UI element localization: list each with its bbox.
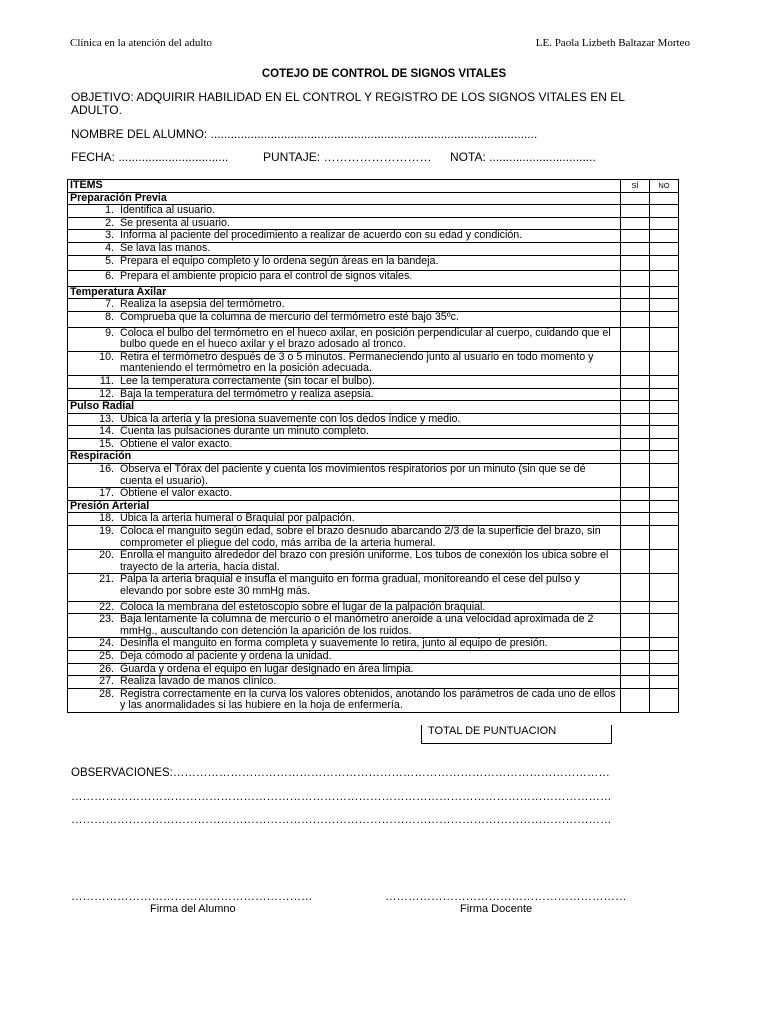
item-content — [70, 638, 618, 650]
item-content — [70, 651, 618, 663]
table-row — [68, 311, 679, 327]
no-header: NO — [650, 180, 679, 193]
no-checkbox-cell[interactable] — [650, 286, 679, 299]
no-checkbox-cell[interactable] — [650, 242, 679, 255]
yes-checkbox-cell[interactable] — [621, 638, 650, 651]
section-row — [68, 451, 679, 464]
section-title: Temperatura Axilar — [68, 286, 621, 299]
item-content — [70, 352, 618, 375]
table-row — [68, 327, 679, 351]
table-row — [68, 242, 679, 255]
no-checkbox-cell[interactable] — [650, 192, 679, 205]
item-cell — [68, 217, 621, 230]
item-text: Desinfla el manguito en forma completa y suavemente lo retira, junto al equipo de presión. — [120, 637, 548, 650]
no-checkbox-cell[interactable] — [650, 500, 679, 513]
item-number: 6. — [105, 270, 114, 283]
item-cell — [68, 614, 621, 638]
no-checkbox-cell[interactable] — [650, 650, 679, 663]
item-text: Informa al paciente del procedimiento a realizar de acuerdo con su edad y condición. — [120, 229, 523, 242]
no-checkbox-cell[interactable] — [650, 438, 679, 451]
section-row — [68, 286, 679, 299]
document-title: COTEJO DE CONTROL DE SIGNOS VITALES — [261, 68, 507, 80]
item-cell — [68, 413, 621, 426]
item-text: Se presenta al usuario. — [120, 216, 230, 229]
no-checkbox-cell[interactable] — [650, 526, 679, 550]
yes-checkbox-cell[interactable] — [621, 242, 650, 255]
table-row — [68, 550, 679, 574]
yes-checkbox-cell[interactable] — [621, 388, 650, 401]
item-cell — [68, 351, 621, 375]
item-cell — [68, 388, 621, 401]
yes-checkbox-cell[interactable] — [621, 500, 650, 513]
item-content — [70, 689, 618, 712]
no-checkbox-cell[interactable] — [650, 550, 679, 574]
no-checkbox-cell[interactable] — [650, 513, 679, 526]
no-checkbox-cell[interactable] — [650, 217, 679, 230]
item-number: 15. — [99, 437, 114, 450]
yes-checkbox-cell[interactable] — [621, 217, 650, 230]
student-signature-label: Firma del Alumno — [150, 903, 236, 915]
item-number: 20. — [99, 549, 114, 562]
item-number: 13. — [99, 412, 114, 425]
item-text: Coloca el bulbo del termómetro en el hueco axilar, en posición perpendicular al cuerpo, cuidando que el bulbo quede en el hueco axilar y el brazo adosado al tronco. — [120, 326, 611, 351]
item-text: Baja la temperatura del termómetro y realiza asepsia. — [120, 387, 374, 400]
section-title: Respiración — [68, 451, 621, 464]
item-text: Ubica la arteria humeral o Braquial por palpación. — [120, 512, 355, 525]
yes-checkbox-cell[interactable] — [621, 438, 650, 451]
table-row — [68, 388, 679, 401]
yes-checkbox-cell[interactable] — [621, 255, 650, 271]
item-content — [70, 218, 618, 230]
item-number: 1. — [105, 204, 114, 217]
item-content — [70, 271, 618, 283]
item-content — [70, 550, 618, 573]
table-row — [68, 513, 679, 526]
item-text: Coloca la membrana del estetoscopio sobre el lugar de la palpación braquial. — [120, 600, 486, 613]
table-row — [68, 650, 679, 663]
yes-header: SÍ — [621, 180, 650, 193]
table-row — [68, 676, 679, 689]
item-text: Obtiene el valor exacto. — [120, 487, 233, 500]
item-content — [70, 574, 618, 597]
item-content — [70, 439, 618, 451]
no-checkbox-cell[interactable] — [650, 614, 679, 638]
observations-line-2: …………………………………………………………………………………………………………………………… — [71, 791, 612, 803]
item-content — [70, 526, 618, 549]
item-content — [70, 614, 618, 637]
yes-checkbox-cell[interactable] — [621, 205, 650, 218]
item-text: Cuenta las pulsaciones durante un minuto completo. — [120, 425, 369, 438]
item-content — [70, 602, 618, 614]
no-checkbox-cell[interactable] — [650, 638, 679, 651]
item-number: 10. — [99, 350, 114, 363]
yes-checkbox-cell[interactable] — [621, 513, 650, 526]
item-number: 25. — [99, 649, 114, 662]
item-content — [70, 488, 618, 500]
no-checkbox-cell[interactable] — [650, 426, 679, 439]
yes-checkbox-cell[interactable] — [621, 192, 650, 205]
item-content — [70, 205, 618, 217]
item-cell — [68, 426, 621, 439]
yes-checkbox-cell[interactable] — [621, 676, 650, 689]
item-number: 5. — [105, 254, 114, 267]
item-number: 18. — [99, 512, 114, 525]
no-checkbox-cell[interactable] — [650, 688, 679, 712]
item-number: 28. — [99, 687, 114, 700]
table-row — [68, 217, 679, 230]
date-score-line — [71, 150, 596, 164]
observations-line-3: …………………………………………………………………………………………………………………………… — [71, 814, 612, 826]
yes-checkbox-cell[interactable] — [621, 327, 650, 351]
item-cell — [68, 255, 621, 271]
yes-checkbox-cell[interactable] — [621, 601, 650, 614]
observations-line-1: OBSERVACIONES:…………………………………………………………………………………………………… — [71, 767, 610, 779]
yes-checkbox-cell[interactable] — [621, 614, 650, 638]
item-text: Retira el termómetro después de 3 o 5 minutos. Permaneciendo junto al usuario en todo momento y manteniendo el termómetro en la posición adecuada. — [120, 350, 594, 375]
section-row — [68, 192, 679, 205]
table-header-row — [68, 180, 679, 193]
section-title: Preparación Previa — [68, 192, 621, 205]
table-row — [68, 601, 679, 614]
item-text: Deja cómodo al paciente y ordena la unidad. — [120, 649, 332, 662]
no-checkbox-cell[interactable] — [650, 451, 679, 464]
teacher-signature-label: Firma Docente — [460, 903, 533, 915]
section-row — [68, 500, 679, 513]
header-course: Clínica en la atención del adulto — [70, 37, 213, 49]
table-row — [68, 488, 679, 501]
no-checkbox-cell[interactable] — [650, 663, 679, 676]
yes-checkbox-cell[interactable] — [621, 271, 650, 287]
item-cell — [68, 574, 621, 601]
item-text: Realiza lavado de manos clínico. — [120, 675, 277, 688]
no-checkbox-cell[interactable] — [650, 601, 679, 614]
table-row — [68, 299, 679, 312]
teacher-signature-line: ……………………………………………………… — [385, 891, 627, 903]
item-content — [70, 230, 618, 242]
yes-checkbox-cell[interactable] — [621, 464, 650, 488]
yes-checkbox-cell[interactable] — [621, 286, 650, 299]
item-content — [70, 414, 618, 426]
item-number: 22. — [99, 600, 114, 613]
no-checkbox-cell[interactable] — [650, 351, 679, 375]
grade-field: NOTA: ................................ — [450, 150, 596, 164]
item-text: Realiza la asepsia del termómetro. — [120, 298, 285, 311]
table-row — [68, 574, 679, 601]
item-cell — [68, 650, 621, 663]
no-checkbox-cell[interactable] — [650, 271, 679, 287]
table-row — [68, 688, 679, 712]
no-checkbox-cell[interactable] — [650, 401, 679, 414]
item-text: Baja lentamente la columna de mercurio o el manómetro aneroide a una velocidad aproximada de 2 mmHg., auscultando con detención la aparición de los ruidos. — [120, 613, 594, 637]
item-number: 8. — [105, 310, 114, 323]
no-checkbox-cell[interactable] — [650, 311, 679, 327]
table-row — [68, 413, 679, 426]
yes-checkbox-cell[interactable] — [621, 688, 650, 712]
item-cell — [68, 526, 621, 550]
yes-checkbox-cell[interactable] — [621, 311, 650, 327]
table-row — [68, 663, 679, 676]
item-number: 4. — [105, 241, 114, 254]
item-content — [70, 243, 618, 255]
table-row — [68, 255, 679, 271]
item-cell — [68, 242, 621, 255]
item-content — [70, 513, 618, 525]
yes-checkbox-cell[interactable] — [621, 663, 650, 676]
item-text: Comprueba que la columna de mercurio del termómetro esté bajo 35ºc. — [120, 310, 459, 323]
item-text: Coloca el manguito según edad, sobre el brazo desnudo abarcando 2/3 de la superficie del brazo, sin comprometer el pliegue del codo, más arriba de la arteria humeral. — [120, 525, 601, 549]
item-text: Prepara el ambiente propicio para el control de signos vitales. — [120, 270, 413, 283]
no-checkbox-cell[interactable] — [650, 574, 679, 601]
yes-checkbox-cell[interactable] — [621, 451, 650, 464]
yes-checkbox-cell[interactable] — [621, 401, 650, 414]
item-text: Lee la temperatura correctamente (sin tocar el bulbo). — [120, 374, 375, 387]
item-cell — [68, 464, 621, 488]
item-cell — [68, 513, 621, 526]
item-number: 27. — [99, 675, 114, 688]
item-content — [70, 676, 618, 688]
item-number: 7. — [105, 298, 114, 311]
score-field: PUNTAJE: ……………………… — [263, 150, 432, 164]
checklist-table — [67, 179, 679, 713]
yes-checkbox-cell[interactable] — [621, 351, 650, 375]
item-cell — [68, 299, 621, 312]
section-title: Pulso Radial — [68, 401, 621, 414]
no-checkbox-cell[interactable] — [650, 488, 679, 501]
item-cell — [68, 375, 621, 388]
item-cell — [68, 327, 621, 351]
item-number: 19. — [99, 525, 114, 538]
item-text: Obtiene el valor exacto. — [120, 437, 233, 450]
item-text: Palpa la arteria braquial e insufla el manguito en forma gradual, monitoreando el cese del pulso y elevando por sobre este 30 mmHg más. — [120, 573, 580, 597]
item-number: 9. — [105, 326, 114, 339]
table-row — [68, 271, 679, 287]
item-text: Se lava las manos. — [120, 241, 211, 254]
no-checkbox-cell[interactable] — [650, 205, 679, 218]
no-checkbox-cell[interactable] — [650, 230, 679, 243]
yes-checkbox-cell[interactable] — [621, 426, 650, 439]
table-row — [68, 426, 679, 439]
item-cell — [68, 311, 621, 327]
item-content — [70, 426, 618, 438]
table-row — [68, 526, 679, 550]
item-content — [70, 312, 618, 324]
item-content — [70, 256, 618, 268]
no-checkbox-cell[interactable] — [650, 299, 679, 312]
yes-checkbox-cell[interactable] — [621, 574, 650, 601]
table-row — [68, 375, 679, 388]
item-number: 21. — [99, 573, 114, 586]
item-number: 14. — [99, 425, 114, 438]
item-text: Enrolla el manguito alrededor del brazo con presión uniforme. Los tubos de conexión los ubica sobre el trayecto de la arteria, hacia distal. — [120, 549, 609, 573]
item-cell — [68, 488, 621, 501]
table-row — [68, 438, 679, 451]
item-cell — [68, 205, 621, 218]
item-content — [70, 328, 618, 351]
yes-checkbox-cell[interactable] — [621, 413, 650, 426]
item-cell — [68, 663, 621, 676]
item-text: Guarda y ordena el equipo en lugar designado en área limpia. — [120, 662, 414, 675]
item-number: 23. — [99, 613, 114, 626]
table-row — [68, 464, 679, 488]
section-title: Presión Arterial — [68, 500, 621, 513]
item-number: 16. — [99, 463, 114, 476]
total-score-box: TOTAL DE PUNTUACION — [421, 725, 612, 744]
table-row — [68, 230, 679, 243]
item-number: 2. — [105, 216, 114, 229]
yes-checkbox-cell[interactable] — [621, 230, 650, 243]
yes-checkbox-cell[interactable] — [621, 526, 650, 550]
item-cell — [68, 638, 621, 651]
item-content — [70, 376, 618, 388]
student-signature-line: ……………………………………………………… — [71, 891, 313, 903]
yes-checkbox-cell[interactable] — [621, 650, 650, 663]
section-row — [68, 401, 679, 414]
item-cell — [68, 676, 621, 689]
no-checkbox-cell[interactable] — [650, 464, 679, 488]
item-cell — [68, 438, 621, 451]
date-field: FECHA: ................................. — [71, 150, 229, 164]
item-cell — [68, 230, 621, 243]
item-cell — [68, 271, 621, 287]
no-checkbox-cell[interactable] — [650, 375, 679, 388]
item-cell — [68, 601, 621, 614]
yes-checkbox-cell[interactable] — [621, 375, 650, 388]
items-header: ITEMS — [68, 180, 621, 193]
item-text: Ubica la arteria y la presiona suavemente con los dedos índice y medio. — [120, 412, 461, 425]
item-text: Identifica al usuario. — [120, 204, 216, 217]
no-checkbox-cell[interactable] — [650, 388, 679, 401]
table-row — [68, 351, 679, 375]
no-checkbox-cell[interactable] — [650, 327, 679, 351]
item-text: Observa el Tórax del paciente y cuenta los movimientos respiratorios por un minuto (sin que se dé cuenta el usuario). — [120, 463, 586, 487]
item-content — [70, 464, 618, 487]
item-number: 17. — [99, 487, 114, 500]
yes-checkbox-cell[interactable] — [621, 550, 650, 574]
no-checkbox-cell[interactable] — [650, 676, 679, 689]
item-cell — [68, 688, 621, 712]
student-name-field: NOMBRE DEL ALUMNO: .................................................................................................. — [71, 127, 538, 141]
table-row — [68, 614, 679, 638]
header-instructor: LE. Paola Lizbeth Baltazar Morteo — [535, 37, 690, 49]
item-number: 26. — [99, 662, 114, 675]
item-cell — [68, 550, 621, 574]
table-row — [68, 205, 679, 218]
item-text: Registra correctamente en la curva los valores obtenidos, anotando los parámetros de cada uno de ellos y las anormalidades si las hubiere en la hoja de enfermería. — [120, 687, 616, 712]
item-number: 12. — [99, 387, 114, 400]
item-content — [70, 664, 618, 676]
table-row — [68, 638, 679, 651]
yes-checkbox-cell[interactable] — [621, 488, 650, 501]
item-text: Prepara el equipo completo y lo ordena según áreas en la bandeja. — [120, 254, 439, 267]
item-content — [70, 299, 618, 311]
no-checkbox-cell[interactable] — [650, 413, 679, 426]
item-number: 24. — [99, 637, 114, 650]
no-checkbox-cell[interactable] — [650, 255, 679, 271]
item-content — [70, 389, 618, 401]
item-number: 11. — [99, 374, 114, 387]
item-number: 3. — [105, 229, 114, 242]
objective: OBJETIVO: ADQUIRIR HABILIDAD EN EL CONTROL Y REGISTRO DE LOS SIGNOS VITALES EN EL ADULTO. — [71, 90, 625, 117]
yes-checkbox-cell[interactable] — [621, 299, 650, 312]
